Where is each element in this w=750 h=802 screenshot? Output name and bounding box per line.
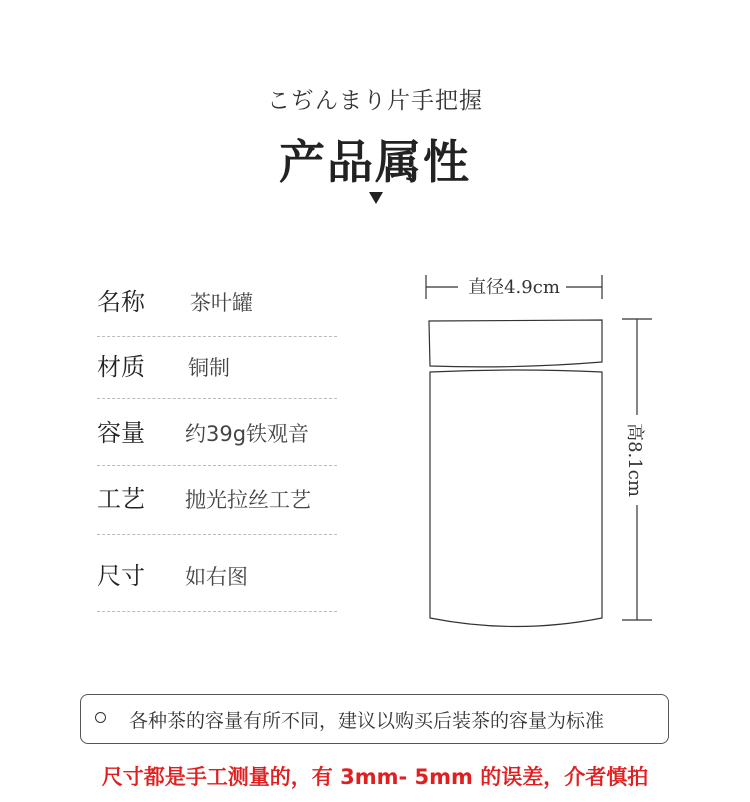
- attr-row-capacity: [97, 418, 337, 458]
- attr-value: 如右图: [185, 565, 248, 589]
- note-text: 各种茶的容量有所不同，建议以购买后装茶的容量为标准: [129, 710, 605, 732]
- tin-can-diagram: [410, 265, 670, 645]
- attr-label: 材质: [97, 353, 145, 381]
- diameter-label: 直径4.9cm: [468, 277, 560, 298]
- attr-row-name: [97, 287, 337, 327]
- measurement-warning: 尺寸都是手工测量的，有 3mm- 5mm 的误差，介者慎拍: [101, 765, 649, 789]
- subtitle: こぢんまり片手把握: [267, 88, 483, 114]
- attr-row-craft: [97, 484, 337, 524]
- divider: [97, 398, 337, 399]
- down-arrow-icon: [369, 192, 383, 204]
- height-label: 高8.1cm: [624, 423, 645, 497]
- divider: [97, 534, 337, 535]
- page-title: 产品属性: [279, 135, 471, 189]
- attr-value: 茶叶罐: [190, 291, 253, 315]
- attr-label: 名称: [97, 288, 145, 316]
- attr-label: 工艺: [97, 485, 145, 513]
- tin-body: [430, 370, 602, 627]
- attr-value: 约39g铁观音: [185, 422, 310, 446]
- divider: [97, 611, 337, 612]
- attr-row-material: [97, 352, 337, 392]
- attr-value: 抛光拉丝工艺: [185, 488, 311, 512]
- attr-label: 容量: [97, 419, 145, 447]
- divider: [97, 465, 337, 466]
- circle-bullet-icon: [95, 712, 106, 723]
- attr-row-size: [97, 561, 337, 601]
- attr-label: 尺寸: [97, 562, 145, 590]
- tin-lid: [429, 320, 602, 367]
- note-box: [80, 694, 669, 744]
- divider: [97, 336, 337, 337]
- attr-value: 铜制: [188, 356, 230, 380]
